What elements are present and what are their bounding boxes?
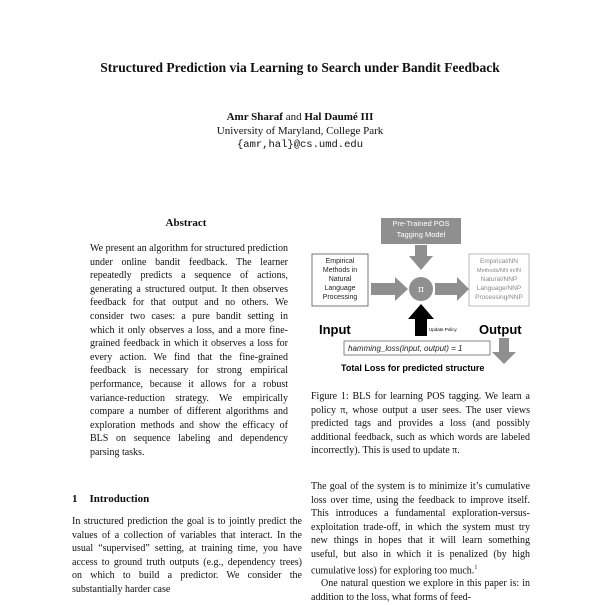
affiliation: University of Maryland, College Park <box>216 125 384 137</box>
abstract-heading: Abstract <box>165 217 207 229</box>
policy-to-output-arrow <box>435 277 469 301</box>
model-to-policy-arrow <box>409 245 433 270</box>
input-word-3: Natural <box>328 276 352 283</box>
pretrained-model-box <box>381 218 461 245</box>
loss-formula-text: hamming_loss(input, output) = 1 <box>348 344 463 353</box>
output-tag-2: Methods/NN in/IN <box>476 268 522 274</box>
output-label: Output <box>479 322 522 337</box>
input-sentence-box <box>312 254 368 306</box>
intro-text: In structured prediction the goal is to jointly predict the values of a collection of variables that interact. In the usual “supervised” setting, at training time, you have access to ground truth outputs (e.g., dependency trees) on which to build a predictor. We consider the substantially harder case <box>72 516 302 595</box>
output-tag-1: Empirical/NN <box>480 258 518 265</box>
input-to-policy-arrow <box>371 277 408 301</box>
input-word-5: Processing <box>322 294 358 301</box>
footnote-marker: 1 <box>474 564 478 571</box>
section-heading <box>72 493 149 505</box>
figure-diagram <box>311 218 530 378</box>
update-policy-label: Update Policy <box>429 327 457 332</box>
output-tag-3: Natural/NNP <box>480 276 518 283</box>
paragraph-goal <box>311 480 530 577</box>
output-tags-box <box>469 254 529 306</box>
pretrained-model-label: Pre-Trained POS Tagging Model <box>392 219 450 239</box>
paragraph-question: One natural question we explore in this paper is: in addition to the loss, what forms of feed- <box>311 578 530 604</box>
figure-caption: Figure 1: BLS for learning POS tagging. We learn a policy π, whose output a user sees. The user views predicted tags and provides a loss (and possibly additional feedback, such as which words are labeled incorrectly). This is used to update π. <box>311 391 530 457</box>
input-word-1: Empirical <box>325 258 355 265</box>
output-tag-4: Language/NNP <box>476 285 522 292</box>
total-loss-label: Total Loss for predicted structure <box>341 363 485 373</box>
output-tag-5: Processing/NNP <box>475 294 523 301</box>
pi-symbol: π <box>418 285 424 295</box>
input-label: Input <box>319 322 351 337</box>
section-title: Introduction <box>89 493 150 505</box>
author-2: Hal Daumé III <box>304 111 374 123</box>
author-block <box>0 110 600 152</box>
abstract-text: We present an algorithm for structured prediction under online bandit feedback. The learner repeatedly predicts a sequence of actions, generating a structured output. It then observes feedback for that output and no others. We consider two cases: a pure bandit setting in which it only observes a loss, and a more fine-grained feedback in which it observes a loss for every action. We find that the fine-grained feedback is necessary for strong empirical performance, because it allows for a robust variance-reduction strategy. We empirically compare a number of different algorithms and exploration methods and show the efficacy of BLS on sequence labeling and dependency parsing tasks. <box>90 243 288 458</box>
author-and: and <box>285 111 302 123</box>
input-word-4: Language <box>324 285 356 292</box>
section-number: 1 <box>72 493 78 505</box>
paper-title: Structured Prediction via Learning to Search under Bandit Feedback <box>100 60 500 75</box>
input-word-2: Methods in <box>322 267 358 274</box>
right-column-text <box>311 480 530 605</box>
output-to-loss-arrow <box>492 338 516 364</box>
paragraph-goal-text: The goal of the system is to minimize it’s cumulative loss over time, using the feedback to improve itself. This introduces a fundamental exploration-versus-exploitation trade-off, in which the system must try new things in hopes that it will learn something useful, but also in which it is penalized (by high cumulative loss) for exploring too much. <box>311 481 530 576</box>
email: {amr,hal}@cs.umd.edu <box>236 139 364 151</box>
author-1: Amr Sharaf <box>226 111 283 123</box>
loss-formula <box>348 344 463 353</box>
